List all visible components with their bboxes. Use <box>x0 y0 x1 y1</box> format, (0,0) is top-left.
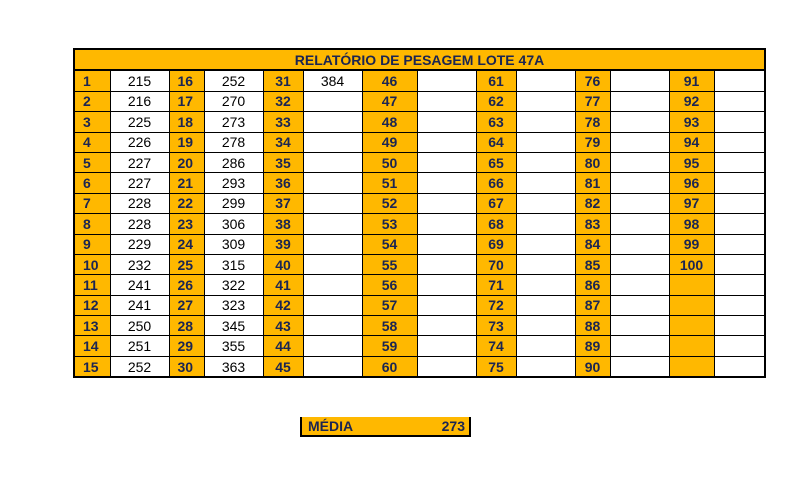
entry-number-cell: 65 <box>476 152 516 172</box>
weight-value-cell[interactable] <box>303 336 362 356</box>
entry-number-cell: 49 <box>362 132 417 152</box>
weight-value-cell[interactable] <box>714 70 765 91</box>
entry-number-cell: 28 <box>169 316 204 336</box>
entry-number-cell: 26 <box>169 275 204 295</box>
empty-number-cell <box>669 356 714 377</box>
weight-value-cell[interactable]: 252 <box>204 70 263 91</box>
entry-number-cell: 70 <box>476 254 516 274</box>
entry-number-cell: 12 <box>74 295 110 315</box>
weight-value-cell[interactable] <box>714 112 765 132</box>
entry-number-cell: 50 <box>362 152 417 172</box>
entry-number-cell: 42 <box>263 295 303 315</box>
weight-value-cell[interactable] <box>516 275 575 295</box>
entry-number-cell: 41 <box>263 275 303 295</box>
table-row <box>74 316 765 336</box>
entry-number-cell: 5 <box>74 152 110 172</box>
entry-number-cell: 78 <box>575 112 610 132</box>
entry-number-cell: 59 <box>362 336 417 356</box>
entry-number-cell: 93 <box>669 112 714 132</box>
weight-value-cell[interactable] <box>714 275 765 295</box>
weight-value-cell[interactable] <box>714 234 765 254</box>
entry-number-cell: 86 <box>575 275 610 295</box>
entry-number-cell: 73 <box>476 316 516 336</box>
entry-number-cell: 94 <box>669 132 714 152</box>
entry-number-cell: 90 <box>575 356 610 377</box>
weight-value-cell[interactable]: 227 <box>110 173 169 193</box>
weight-value-cell[interactable] <box>516 214 575 234</box>
entry-number-cell: 4 <box>74 132 110 152</box>
entry-number-cell: 16 <box>169 70 204 91</box>
entry-number-cell: 91 <box>669 70 714 91</box>
weight-value-cell[interactable] <box>417 275 476 295</box>
weight-value-cell[interactable]: 229 <box>110 234 169 254</box>
table-row <box>74 193 765 213</box>
weight-value-cell[interactable] <box>303 91 362 111</box>
entry-number-cell: 60 <box>362 356 417 377</box>
weight-value-cell[interactable] <box>303 295 362 315</box>
weight-value-cell[interactable] <box>610 254 669 274</box>
entry-number-cell: 40 <box>263 254 303 274</box>
weight-value-cell[interactable]: 306 <box>204 214 263 234</box>
weight-value-cell[interactable] <box>516 234 575 254</box>
weight-value-cell[interactable] <box>417 132 476 152</box>
weight-value-cell[interactable]: 293 <box>204 173 263 193</box>
empty-number-cell <box>669 275 714 295</box>
table-row <box>74 70 765 91</box>
weight-value-cell[interactable] <box>417 70 476 91</box>
entry-number-cell: 89 <box>575 336 610 356</box>
entry-number-cell: 18 <box>169 112 204 132</box>
table-row <box>74 91 765 111</box>
weight-value-cell[interactable] <box>417 152 476 172</box>
weight-value-cell[interactable] <box>417 295 476 315</box>
weight-value-cell[interactable] <box>417 112 476 132</box>
weight-value-cell[interactable] <box>714 173 765 193</box>
entry-number-cell: 75 <box>476 356 516 377</box>
entry-number-cell: 85 <box>575 254 610 274</box>
weight-value-cell[interactable] <box>303 152 362 172</box>
entry-number-cell: 88 <box>575 316 610 336</box>
entry-number-cell: 66 <box>476 173 516 193</box>
table-row <box>74 356 765 377</box>
weight-value-cell[interactable]: 355 <box>204 336 263 356</box>
entry-number-cell: 96 <box>669 173 714 193</box>
weight-value-cell[interactable]: 384 <box>303 70 362 91</box>
entry-number-cell: 13 <box>74 316 110 336</box>
entry-number-cell: 6 <box>74 173 110 193</box>
entry-number-cell: 2 <box>74 91 110 111</box>
entry-number-cell: 20 <box>169 152 204 172</box>
entry-number-cell: 83 <box>575 214 610 234</box>
weight-value-cell[interactable]: 322 <box>204 275 263 295</box>
entry-number-cell: 29 <box>169 336 204 356</box>
entry-number-cell: 31 <box>263 70 303 91</box>
entry-number-cell: 82 <box>575 193 610 213</box>
weight-value-cell[interactable]: 215 <box>110 70 169 91</box>
empty-number-cell <box>669 316 714 336</box>
weight-value-cell[interactable] <box>303 275 362 295</box>
weight-value-cell[interactable] <box>417 173 476 193</box>
weight-value-cell[interactable] <box>714 152 765 172</box>
entry-number-cell: 38 <box>263 214 303 234</box>
weight-value-cell[interactable] <box>417 193 476 213</box>
weight-value-cell[interactable]: 309 <box>204 234 263 254</box>
entry-number-cell: 64 <box>476 132 516 152</box>
entry-number-cell: 45 <box>263 356 303 377</box>
entry-number-cell: 92 <box>669 91 714 111</box>
weight-value-cell[interactable] <box>714 193 765 213</box>
weight-value-cell[interactable] <box>417 254 476 274</box>
weight-value-cell[interactable] <box>303 112 362 132</box>
entry-number-cell: 76 <box>575 70 610 91</box>
entry-number-cell: 57 <box>362 295 417 315</box>
entry-number-cell: 47 <box>362 91 417 111</box>
entry-number-cell: 11 <box>74 275 110 295</box>
entry-number-cell: 71 <box>476 275 516 295</box>
table-row <box>74 132 765 152</box>
weight-value-cell[interactable] <box>303 132 362 152</box>
weight-value-cell[interactable] <box>417 234 476 254</box>
weight-value-cell[interactable] <box>303 316 362 336</box>
entry-number-cell: 51 <box>362 173 417 193</box>
entry-number-cell: 9 <box>74 234 110 254</box>
weight-value-cell[interactable] <box>610 91 669 111</box>
entry-number-cell: 15 <box>74 356 110 377</box>
weight-value-cell[interactable]: 363 <box>204 356 263 377</box>
weight-value-cell[interactable]: 241 <box>110 295 169 315</box>
entry-number-cell: 8 <box>74 214 110 234</box>
entry-number-cell: 72 <box>476 295 516 315</box>
entry-number-cell: 81 <box>575 173 610 193</box>
weight-value-cell[interactable] <box>714 214 765 234</box>
weight-value-cell[interactable] <box>610 336 669 356</box>
weight-value-cell[interactable] <box>610 295 669 315</box>
entry-number-cell: 22 <box>169 193 204 213</box>
entry-number-cell: 46 <box>362 70 417 91</box>
weight-value-cell[interactable]: 345 <box>204 316 263 336</box>
entry-number-cell: 77 <box>575 91 610 111</box>
weight-value-cell[interactable] <box>303 214 362 234</box>
entry-number-cell: 55 <box>362 254 417 274</box>
entry-number-cell: 99 <box>669 234 714 254</box>
table-row <box>74 336 765 356</box>
empty-number-cell <box>669 336 714 356</box>
entry-number-cell: 100 <box>669 254 714 274</box>
entry-number-cell: 10 <box>74 254 110 274</box>
weight-value-cell[interactable] <box>516 70 575 91</box>
entry-number-cell: 52 <box>362 193 417 213</box>
weight-value-cell[interactable]: 273 <box>204 112 263 132</box>
weight-value-cell[interactable] <box>610 112 669 132</box>
entry-number-cell: 69 <box>476 234 516 254</box>
weight-value-cell[interactable] <box>610 316 669 336</box>
weight-value-cell[interactable] <box>417 336 476 356</box>
weight-value-cell[interactable]: 278 <box>204 132 263 152</box>
entry-number-cell: 58 <box>362 316 417 336</box>
weight-value-cell[interactable]: 225 <box>110 112 169 132</box>
entry-number-cell: 62 <box>476 91 516 111</box>
table-row <box>74 295 765 315</box>
entry-number-cell: 34 <box>263 132 303 152</box>
entry-number-cell: 36 <box>263 173 303 193</box>
weight-value-cell[interactable]: 286 <box>204 152 263 172</box>
entry-number-cell: 37 <box>263 193 303 213</box>
weight-value-cell[interactable] <box>714 316 765 336</box>
entry-number-cell: 48 <box>362 112 417 132</box>
weight-value-cell[interactable]: 241 <box>110 275 169 295</box>
entry-number-cell: 25 <box>169 254 204 274</box>
table-row <box>74 275 765 295</box>
entry-number-cell: 33 <box>263 112 303 132</box>
weight-value-cell[interactable]: 323 <box>204 295 263 315</box>
table-row <box>74 234 765 254</box>
table-row <box>74 112 765 132</box>
weight-value-cell[interactable]: 226 <box>110 132 169 152</box>
weight-value-cell[interactable] <box>610 214 669 234</box>
weight-value-cell[interactable]: 228 <box>110 214 169 234</box>
average-label: MÉDIA <box>308 418 354 434</box>
entry-number-cell: 95 <box>669 152 714 172</box>
entry-number-cell: 1 <box>74 70 110 91</box>
entry-number-cell: 32 <box>263 91 303 111</box>
entry-number-cell: 74 <box>476 336 516 356</box>
weight-value-cell[interactable] <box>714 132 765 152</box>
weight-value-cell[interactable] <box>610 132 669 152</box>
entry-number-cell: 63 <box>476 112 516 132</box>
weight-value-cell[interactable] <box>516 132 575 152</box>
weight-value-cell[interactable] <box>610 193 669 213</box>
weight-value-cell[interactable] <box>417 91 476 111</box>
entry-number-cell: 84 <box>575 234 610 254</box>
weight-value-cell[interactable] <box>610 356 669 377</box>
entry-number-cell: 44 <box>263 336 303 356</box>
weight-value-cell[interactable] <box>516 295 575 315</box>
weight-value-cell[interactable]: 270 <box>204 91 263 111</box>
entry-number-cell: 87 <box>575 295 610 315</box>
entry-number-cell: 68 <box>476 214 516 234</box>
table-row <box>74 214 765 234</box>
entry-number-cell: 56 <box>362 275 417 295</box>
entry-number-cell: 67 <box>476 193 516 213</box>
entry-number-cell: 35 <box>263 152 303 172</box>
weight-value-cell[interactable] <box>714 295 765 315</box>
empty-number-cell <box>669 295 714 315</box>
weight-value-cell[interactable] <box>714 254 765 274</box>
weight-value-cell[interactable]: 216 <box>110 91 169 111</box>
weight-value-cell[interactable] <box>303 234 362 254</box>
entry-number-cell: 30 <box>169 356 204 377</box>
weight-value-cell[interactable]: 315 <box>204 254 263 274</box>
entry-number-cell: 97 <box>669 193 714 213</box>
entry-number-cell: 79 <box>575 132 610 152</box>
average-value: 273 <box>441 418 465 434</box>
weight-value-cell[interactable] <box>417 356 476 377</box>
weight-value-cell[interactable] <box>516 152 575 172</box>
entry-number-cell: 14 <box>74 336 110 356</box>
table-row <box>74 152 765 172</box>
entry-number-cell: 39 <box>263 234 303 254</box>
entry-number-cell: 24 <box>169 234 204 254</box>
weight-value-cell[interactable]: 232 <box>110 254 169 274</box>
weight-value-cell[interactable]: 252 <box>110 356 169 377</box>
entry-number-cell: 3 <box>74 112 110 132</box>
weight-value-cell[interactable] <box>417 214 476 234</box>
entry-number-cell: 80 <box>575 152 610 172</box>
table-row <box>74 173 765 193</box>
weight-value-cell[interactable]: 299 <box>204 193 263 213</box>
weight-value-cell[interactable] <box>610 70 669 91</box>
entry-number-cell: 54 <box>362 234 417 254</box>
weight-value-cell[interactable] <box>417 316 476 336</box>
weight-value-cell[interactable] <box>516 316 575 336</box>
weight-value-cell[interactable]: 228 <box>110 193 169 213</box>
weight-value-cell[interactable] <box>516 91 575 111</box>
weight-value-cell[interactable]: 227 <box>110 152 169 172</box>
weight-value-cell[interactable]: 250 <box>110 316 169 336</box>
report-title: RELATÓRIO DE PESAGEM LOTE 47A <box>74 49 765 70</box>
entry-number-cell: 17 <box>169 91 204 111</box>
weighing-report-table <box>73 48 766 378</box>
entry-number-cell: 98 <box>669 214 714 234</box>
weight-value-cell[interactable] <box>610 152 669 172</box>
weight-value-cell[interactable] <box>303 356 362 377</box>
entry-number-cell: 53 <box>362 214 417 234</box>
table-row <box>74 254 765 274</box>
weight-value-cell[interactable] <box>714 336 765 356</box>
entry-number-cell: 7 <box>74 193 110 213</box>
weight-value-cell[interactable] <box>610 173 669 193</box>
weight-value-cell[interactable] <box>303 254 362 274</box>
entry-number-cell: 43 <box>263 316 303 336</box>
weight-value-cell[interactable] <box>516 112 575 132</box>
weight-value-cell[interactable] <box>516 254 575 274</box>
weight-value-cell[interactable] <box>610 234 669 254</box>
weight-value-cell[interactable] <box>303 173 362 193</box>
entry-number-cell: 27 <box>169 295 204 315</box>
weight-value-cell[interactable] <box>610 275 669 295</box>
weight-value-cell[interactable] <box>714 91 765 111</box>
entry-number-cell: 61 <box>476 70 516 91</box>
weight-value-cell[interactable] <box>516 336 575 356</box>
entry-number-cell: 21 <box>169 173 204 193</box>
entry-number-cell: 23 <box>169 214 204 234</box>
weight-value-cell[interactable] <box>303 193 362 213</box>
weight-value-cell[interactable] <box>714 356 765 377</box>
average-box <box>300 417 471 437</box>
weight-value-cell[interactable] <box>516 356 575 377</box>
weight-value-cell[interactable] <box>516 173 575 193</box>
weight-value-cell[interactable] <box>516 193 575 213</box>
weight-value-cell[interactable]: 251 <box>110 336 169 356</box>
entry-number-cell: 19 <box>169 132 204 152</box>
